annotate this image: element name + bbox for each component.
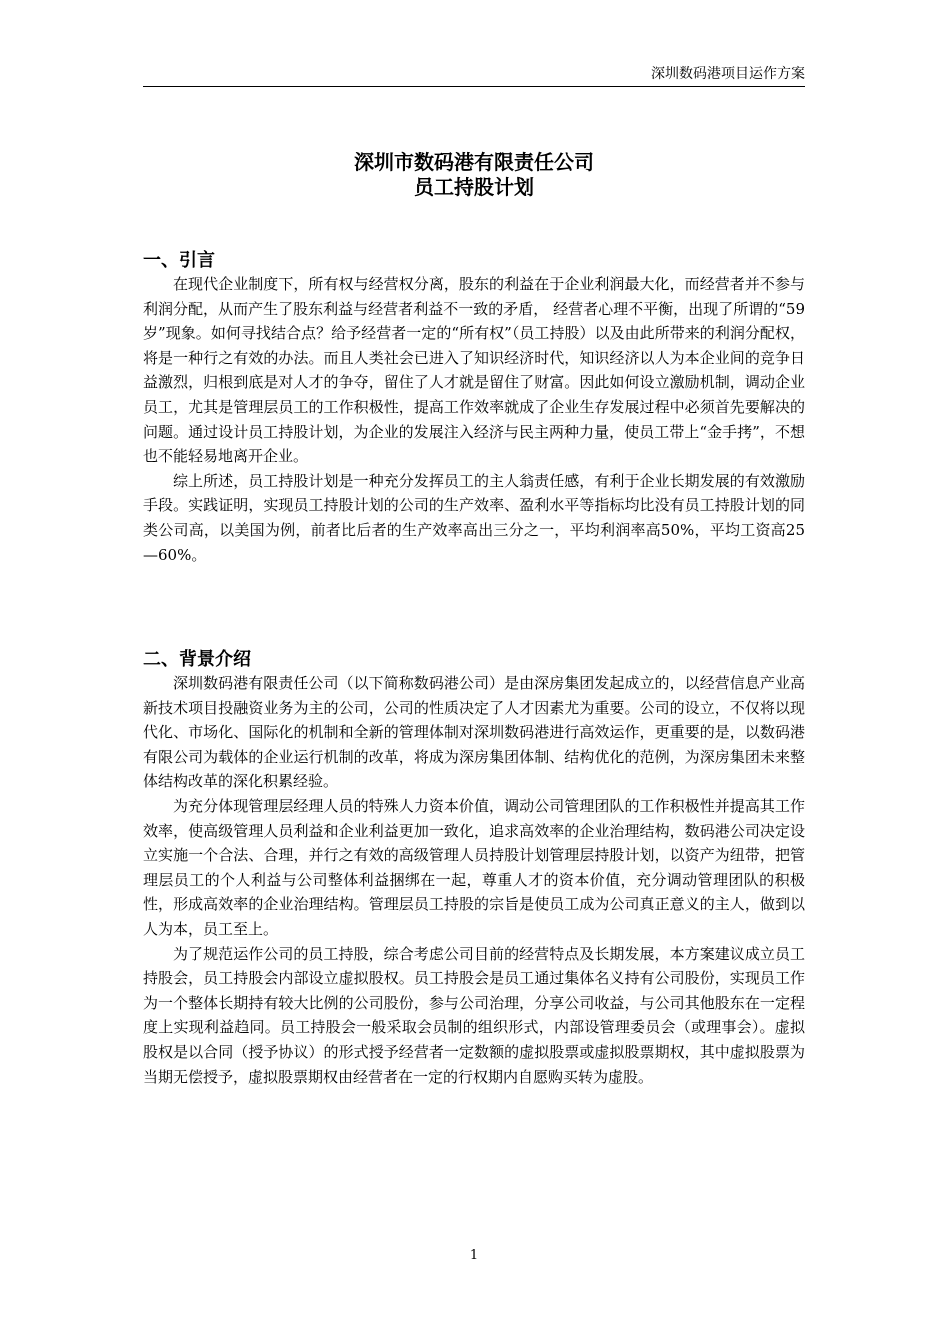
page-number: 1 xyxy=(469,1248,479,1263)
page-header xyxy=(143,64,805,87)
title-line-plan: 员工持股计划 xyxy=(414,175,534,199)
header-title: 深圳数码港项目运作方案 xyxy=(651,66,805,82)
paragraph: 为充分体现管理层经理人员的特殊人力资本价值，调动公司管理团队的工作积极性并提高其工作效率，使高级管理人员利益和企业利益更加一致化，追求高效率的企业治理结构，数码港公司决定设立实施一个合法、合理，并行之有效的高级管理人员持股计划管理层持股计划，以资产为纽带，把管理层员工的个人利益与公司整体利益捆绑在一起，尊重人才的资本价值，充分调动管理团队的积极性，形成高效率的企业治理结构。管理层员工持股的宗旨是使员工成为公司真正意义的主人，做到以人为本，员工至上。 xyxy=(143,796,805,938)
paragraph: 在现代企业制度下，所有权与经营权分离，股东的利益在于企业利润最大化，而经营者并不参与利润分配，从而产生了股东利益与经营者利益不一致的矛盾， 经营者心理不平衡，出现了所谓的“59岁”现象。如何寻找结合点？给予经营者一定的“所有权”（员工持股）以及由此所带来的利润分配权，将是一种行之有效的办法。而且人类社会已进入了知识经济时代，知识经济以人为本企业间的竞争日益激烈，归根到底是对人才的争夺，留住了人才就是留住了财富。因此如何设立激励机制，调动企业员工，尤其是管理层员工的工作积极性，提高工作效率就成了企业生存发展过程中必须首先要解决的问题。通过设计员工持股计划，为企业的发展注入经济与民主两种力量，使员工带上“金手拷”，不想也不能轻易地离开企业。 xyxy=(143,275,805,466)
section-heading-introduction: 一、引言 xyxy=(143,250,215,271)
paragraph: 深圳数码港有限责任公司（以下简称数码港公司）是由深房集团发起成立的，以经营信息产业高新技术项目投融资业务为主的公司，公司的性质决定了人才因素尤为重要。公司的设立，不仅将以现代化、市场化、国际化的机制和全新的管理体制对深圳数码港进行高效运作，更重要的是，以数码港有限公司为载体的企业运行机制的改革，将成为深房集团体制、结构优化的范例，为深房集团未来整体结构改革的深化积累经验。 xyxy=(143,674,805,791)
paragraph: 综上所述，员工持股计划是一种充分发挥员工的主人翁责任感，有利于企业长期发展的有效激励手段。实践证明，实现员工持股计划的公司的生产效率、盈利水平等指标均比没有员工持股计划的同类公司高，以美国为例，前者比后者的生产效率高出三分之一，平均利润率高50%，平均工资高25—60%。 xyxy=(143,471,805,564)
document-title xyxy=(143,150,805,200)
title-line-company: 深圳市数码港有限责任公司 xyxy=(354,150,594,174)
section-heading-background: 二、背景介绍 xyxy=(143,649,251,670)
section-background xyxy=(143,648,805,1089)
paragraph: 为了规范运作公司的员工持股，综合考虑公司目前的经营特点及长期发展，本方案建议成立员工持股会，员工持股会内部设立虚拟股权。员工持股会是员工通过集体名义持有公司股份，实现员工作为一个整体长期持有较大比例的公司股份，参与公司治理，分享公司收益，与公司其他股东在一定程度上实现利益趋同。员工持股会一般采取会员制的组织形式，内部设管理委员会（或理事会）。虚拟股权是以合同（授予协议）的形式授予经营者一定数额的虚拟股票或虚拟股票期权，其中虚拟股票为当期无偿授予，虚拟股票期权由经营者在一定的行权期内自愿购买转为虚股。 xyxy=(143,944,805,1086)
section-introduction xyxy=(143,249,805,567)
